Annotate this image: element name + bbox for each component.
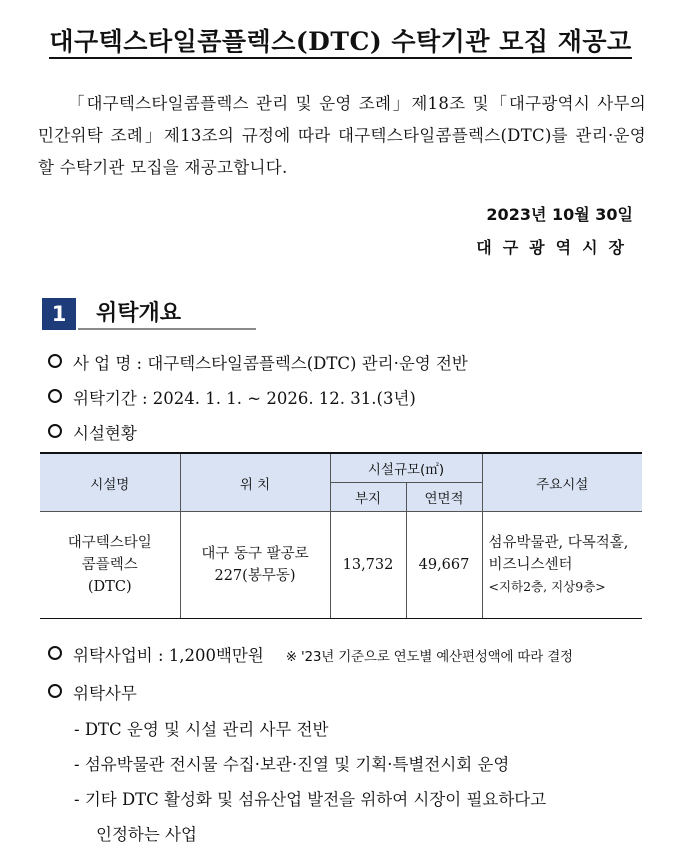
page-title	[0, 22, 681, 58]
facility-name-line: (DTC)	[87, 579, 132, 595]
announcement-date: 2023년 10월 30일	[486, 205, 633, 224]
main-facility-floors: <지하2층, 지상9층>	[488, 579, 606, 594]
budget-note: ※ '23년 기준으로 연도별 예산편성액에 따라 결정	[285, 649, 573, 665]
affairs-heading: 위탁사무	[73, 684, 137, 703]
affairs-item-continuation: 인정하는 사업	[96, 825, 197, 844]
section-underline	[78, 328, 256, 330]
bullet-facility-status	[48, 420, 137, 444]
header-facility-name: 시설명	[40, 453, 180, 512]
section-number: 1	[42, 298, 76, 330]
page-title-text: 대구텍스타일콤플렉스(DTC) 수탁기관 모집 재공고	[49, 27, 631, 59]
header-floor-area: 연면적	[406, 483, 482, 512]
table-row	[40, 512, 642, 619]
location-line: 대구 동구 팔공로	[201, 546, 309, 562]
bullet-project-text: 사 업 명 : 대구텍스타일콤플렉스(DTC) 관리·운영 전반	[73, 354, 468, 373]
main-facility-line: 비즈니스센터	[488, 557, 573, 573]
bullet-project-name	[48, 350, 468, 374]
bullet-period	[48, 385, 416, 409]
header-location: 위 치	[180, 453, 330, 512]
header-scale: 시설규모(㎡)	[330, 453, 482, 483]
header-site-area: 부지	[330, 483, 406, 512]
affairs-item: - DTC 운영 및 시설 관리 사무 전반	[74, 720, 329, 739]
cell-floor-area: 49,667	[406, 512, 482, 619]
facility-name-line: 대구텍스타일	[67, 535, 152, 551]
table-header-row	[40, 453, 642, 483]
location-line: 227(봉무동)	[214, 568, 296, 584]
bullet-status-text: 시설현황	[73, 424, 137, 443]
header-main-facilities: 주요시설	[482, 453, 642, 512]
issuing-organization: 대구광역시장	[476, 238, 635, 257]
circle-bullet-icon	[48, 646, 62, 660]
bullet-period-text: 위탁기간 : 2024. 1. 1. ~ 2026. 12. 31.(3년)	[73, 389, 416, 408]
circle-bullet-icon	[48, 389, 62, 403]
bullet-budget	[48, 642, 573, 666]
facility-name-line: 콤플렉스	[81, 557, 138, 573]
cell-main-facilities	[482, 512, 642, 619]
facility-table	[40, 452, 642, 619]
circle-bullet-icon	[48, 424, 62, 438]
cell-location	[180, 512, 330, 619]
section-title: 위탁개요	[96, 301, 182, 326]
cell-site-area: 13,732	[330, 512, 406, 619]
bullet-affairs	[48, 680, 137, 704]
affairs-item: - 섬유박물관 전시물 수집·보관·진열 및 기획·특별전시회 운영	[74, 755, 510, 774]
cell-facility-name	[40, 512, 180, 619]
affairs-item: - 기타 DTC 활성화 및 섬유산업 발전을 위하여 시장이 필요하다고	[74, 790, 547, 809]
budget-text: 위탁사업비 : 1,200백만원	[73, 646, 264, 665]
intro-paragraph: 「대구텍스타일콤플렉스 관리 및 운영 조례」제18조 및「대구광역시 사무의 민간위탁 조례」제13조의 규정에 따라 대구텍스타일콤플렉스(DTC)를 관리·운영할 수탁기관 모집을 재공고합니다.	[38, 94, 646, 177]
circle-bullet-icon	[48, 354, 62, 368]
circle-bullet-icon	[48, 684, 62, 698]
main-facility-line: 섬유박물관, 다목적홀,	[488, 535, 629, 551]
